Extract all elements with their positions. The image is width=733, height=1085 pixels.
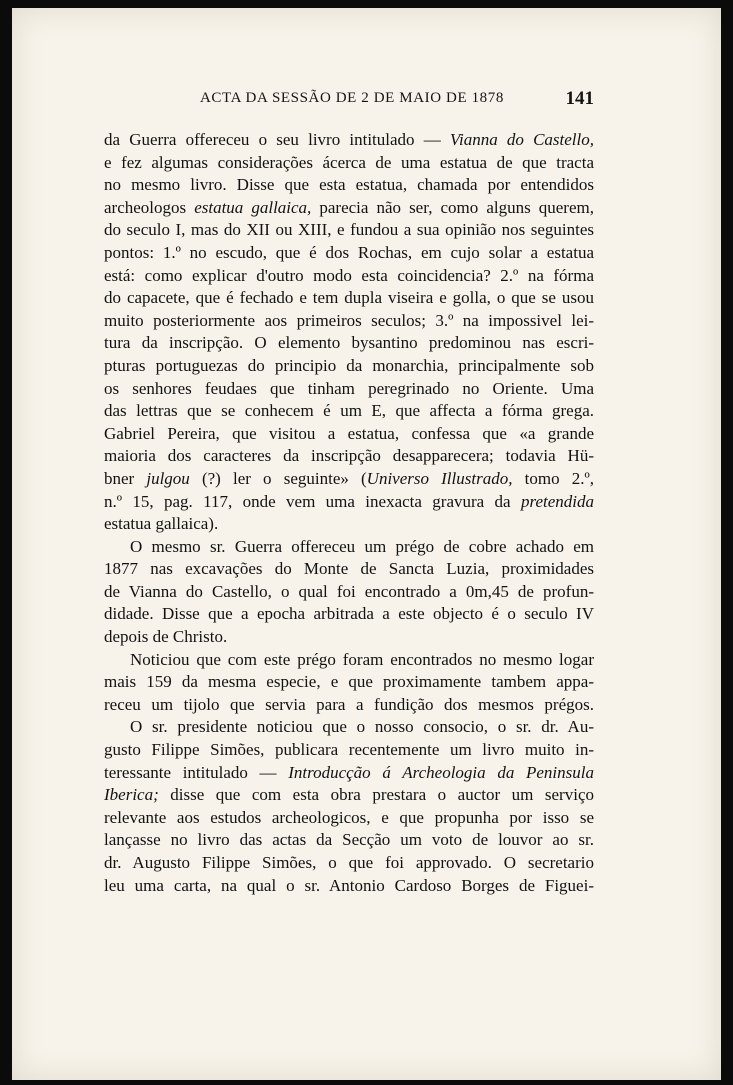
book-page (12, 8, 721, 1080)
text-run: disse que com esta obra prestara o auctor um serviço (158, 785, 594, 805)
text-run: das lettras que se conhecem é um E, que affecta a fórma grega. (104, 401, 594, 421)
text-line (104, 491, 594, 514)
text-line (104, 716, 594, 739)
text-run: lançasse no livro das actas da Secção um voto de louvor ao sr. (104, 830, 594, 850)
text-line (104, 265, 594, 288)
text-line (104, 355, 594, 378)
body-text (104, 129, 594, 897)
text-run: maioria dos caracteres da inscripção desapparecera; todavia Hü- (104, 446, 594, 466)
text-line (104, 829, 594, 852)
text-run: archeologos (104, 197, 195, 217)
text-line (104, 852, 594, 875)
text-line (104, 581, 594, 604)
italic-text: Iberica; (104, 785, 159, 805)
text-run: 1877 nas excavações do Monte de Sancta Luzia, proximidades (104, 559, 594, 579)
text-run: tura da inscripção. O elemento bysantino predominou nas escri- (104, 333, 594, 353)
text-run: depois de Christo. (104, 627, 228, 647)
text-line (104, 445, 594, 468)
text-line (104, 174, 594, 197)
text-run: pontos: 1.º no escudo, que é dos Rochas, em cujo solar a estatua (104, 242, 594, 262)
text-run: estatua gallaica). (104, 514, 219, 534)
italic-text: estatua gallaica, (194, 197, 312, 217)
text-run: Noticiou que com este prégo foram encontrados no mesmo logar (130, 649, 594, 669)
text-run: receu um tijolo que servia para a fundição dos mesmos prégos. (104, 694, 594, 714)
text-run: de Vianna do Castello, o qual foi encontrado a 0m,45 de profun- (104, 581, 594, 601)
text-line (104, 129, 594, 152)
text-run: relevante aos estudos archeologicos, e que propunha por isso se (104, 807, 594, 827)
text-line (104, 603, 594, 626)
text-run: didade. Disse que a epocha arbitrada a este objecto é o seculo IV (104, 604, 594, 624)
text-run: (?) ler o seguinte» ( (189, 468, 367, 488)
text-run: Gabriel Pereira, que visitou a estatua, confessa que «a grande (104, 423, 594, 443)
text-line (104, 152, 594, 175)
text-line (104, 513, 594, 536)
page-number: 141 (565, 88, 594, 109)
text-line (104, 649, 594, 672)
text-run: muito posteriormente aos primeiros seculos; 3.º na impossivel lei- (104, 310, 594, 330)
text-line (104, 536, 594, 559)
text-line (104, 400, 594, 423)
text-line (104, 671, 594, 694)
text-run: gusto Filippe Simões, publicara recentemente um livro muito in- (104, 740, 594, 760)
text-line (104, 558, 594, 581)
text-line (104, 242, 594, 265)
text-run: do seculo I, mas do XII ou XIII, e fundou a sua opinião nos seguintes (104, 220, 594, 240)
italic-text: Introducção á Archeologia da Peninsula (288, 762, 594, 782)
text-run: do capacete, que é fechado e tem dupla viseira e golla, o que se usou (104, 288, 594, 308)
text-line (104, 784, 594, 807)
text-run: os senhores feudaes que tinham peregrinado no Oriente. Uma (104, 378, 594, 398)
text-run: dr. Augusto Filippe Simões, o que foi approvado. O secretario (104, 853, 594, 872)
text-run: leu uma carta, na qual o sr. Antonio Cardoso Borges de Figuei- (104, 875, 594, 895)
text-line (104, 310, 594, 333)
italic-text: Vianna do Castello, (449, 130, 594, 149)
text-line (104, 378, 594, 401)
text-line (104, 197, 594, 220)
text-run: mais 159 da mesma especie, e que proximamente tambem appa- (104, 672, 594, 692)
text-run: teressante intitulado — (104, 762, 289, 782)
text-line (104, 423, 594, 446)
italic-text: Universo Illustrado, (366, 468, 513, 488)
text-run: da Guerra offereceu o seu livro intitulado — (104, 130, 450, 149)
italic-text: julgou (146, 468, 190, 488)
text-line (104, 739, 594, 762)
text-line (104, 762, 594, 785)
text-line (104, 332, 594, 355)
text-line (104, 875, 594, 898)
text-run: bner (104, 468, 147, 488)
text-line (104, 219, 594, 242)
running-title: ACTA DA SESSÃO DE 2 DE MAIO DE 1878 (200, 90, 504, 106)
text-run: pturas portuguezas do principio da monarchia, principalmente sob (104, 355, 594, 375)
text-line (104, 287, 594, 310)
text-line (104, 807, 594, 830)
text-run: e fez algumas considerações ácerca de uma estatua de que tracta (104, 152, 594, 172)
text-run: no mesmo livro. Disse que esta estatua, chamada por entendidos (104, 175, 594, 195)
text-line (104, 626, 594, 649)
italic-text: pretendida (520, 491, 594, 511)
text-run: parecia não ser, como alguns querem, (311, 197, 594, 217)
text-run: está: como explicar d'outro modo esta coincidencia? 2.º na fórma (104, 265, 594, 285)
text-run: O sr. presidente noticiou que o nosso consocio, o sr. dr. Au- (130, 717, 594, 737)
text-line (104, 694, 594, 717)
text-run: O mesmo sr. Guerra offereceu um prégo de cobre achado em (130, 536, 594, 556)
text-run: n.º 15, pag. 117, onde vem uma inexacta gravura da (104, 491, 521, 511)
text-line (104, 468, 594, 491)
text-run: tomo 2.º, (512, 468, 594, 488)
